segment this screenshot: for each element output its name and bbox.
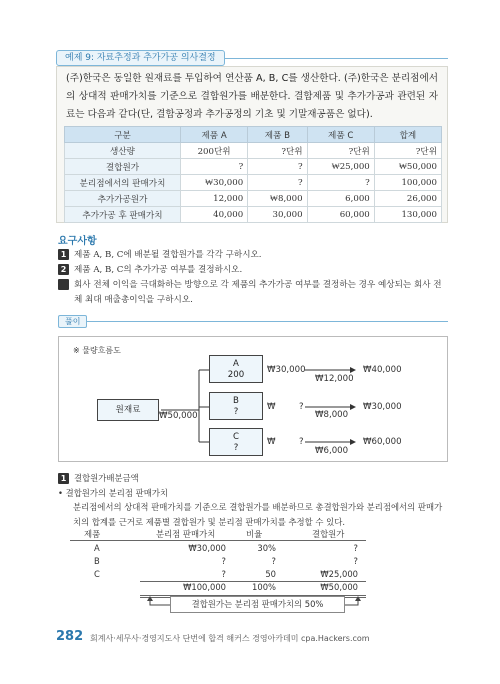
table-cell: ?: [248, 175, 307, 191]
solution-rule: [58, 321, 448, 322]
requirements-title: 요구사항: [58, 236, 97, 247]
table-cell: 30,000: [248, 207, 307, 223]
allocation-cell: ₩25,000: [320, 569, 358, 579]
table-header: 제품 B: [248, 127, 307, 143]
product-a-qty: 200: [227, 370, 245, 380]
solution-tab: 풀이: [58, 315, 87, 328]
table-header: 제품 A: [181, 127, 248, 143]
allocation-cell: C: [94, 569, 100, 579]
allocation-total-cell: ₩50,000: [320, 582, 358, 592]
allocation-header: 비율: [246, 529, 263, 539]
table-header-row: [65, 127, 442, 143]
flow-title: ※ 물량흐름도: [73, 346, 121, 355]
table-row: [65, 207, 442, 223]
table-cell: ?단위: [307, 143, 374, 159]
split-value-b: ₩: [267, 402, 276, 412]
raw-cost-label: ₩50,000: [159, 411, 198, 421]
final-value-b: ₩30,000: [363, 402, 402, 412]
row-label: 결합원가: [65, 159, 181, 175]
flow-diagram: [58, 336, 448, 462]
table-cell: ₩8,000: [248, 191, 307, 207]
page-number: 282: [56, 629, 84, 644]
addl-cost-c: ₩6,000: [315, 446, 349, 456]
allocation-total-row: [70, 582, 370, 595]
table-header: 구분: [65, 127, 181, 143]
row-label: 생산량: [65, 143, 181, 159]
step-number: 1: [58, 473, 69, 484]
split-value-b-unknown: ?: [299, 402, 304, 412]
requirement-number: 3: [58, 279, 69, 290]
step1-subheading: • 결합원가의 분리점 판매가치: [58, 488, 169, 498]
raw-material-box: [97, 399, 159, 421]
step1-paragraph: 분리점에서의 상대적 판매가치를 기준으로 결합원가를 배분하므로 총결합원가와 분리점에서의 판매가치의 합계를 근거로 제품별 결합원가 및 분리점 판매가치를 추정할 수 있다.: [73, 502, 443, 527]
product-b-qty: ?: [233, 407, 239, 417]
requirement-item: [58, 248, 448, 263]
product-a-name: A: [233, 359, 239, 369]
table-cell: 40,000: [181, 207, 248, 223]
split-value-c: ₩: [267, 437, 276, 447]
allocation-cell: 30%: [257, 543, 276, 553]
allocation-total-cell: ₩100,000: [183, 582, 226, 592]
allocation-cell: ?: [353, 556, 358, 566]
allocation-cell: B: [94, 556, 100, 566]
addl-cost-b: ₩8,000: [315, 410, 349, 420]
allocation-header: 분리점 판매가치: [156, 529, 216, 539]
allocation-row: [70, 543, 370, 556]
product-c-name: C: [232, 432, 239, 442]
table-header: 합계: [374, 127, 441, 143]
table-cell: 200단위: [181, 143, 248, 159]
split-value-a: ₩30,000: [267, 365, 306, 375]
final-value-c: ₩60,000: [363, 437, 402, 447]
product-c-box: [209, 428, 263, 456]
raw-material-label: 원재료: [115, 405, 141, 415]
requirement-number: 1: [58, 249, 69, 260]
allocation-cell: ?: [221, 569, 226, 579]
footer-text: 회계사·세무사·경영지도사 단번에 합격 해커스 경영아카데미 cpa.Hackers.com: [90, 634, 370, 643]
table-cell: ?: [181, 159, 248, 175]
allocation-cell: ₩30,000: [188, 543, 226, 553]
requirement-text: 제품 A, B, C에 배분될 결합원가를 각각 구하시오.: [74, 250, 262, 260]
table-cell: 100,000: [374, 175, 441, 191]
product-a-box: [209, 355, 263, 383]
table-row: [65, 175, 442, 191]
table-cell: 60,000: [307, 207, 374, 223]
allocation-note: 결합원가는 분리점 판매가치의 50%: [170, 596, 345, 613]
note-right-bracket: [345, 600, 358, 605]
requirement-text: 제품 A, B, C의 추가가공 여부를 결정하시오.: [74, 265, 243, 275]
example-tag: 예제 9: 자료추정과 추가가공 의사결정: [56, 50, 225, 66]
allocation-header: 결합원가: [312, 529, 345, 539]
table-row: [65, 143, 442, 159]
allocation-header: 제품: [84, 529, 101, 539]
allocation-header-rule: [70, 540, 366, 541]
addl-cost-a: ₩12,000: [315, 374, 354, 384]
requirement-item: [58, 263, 448, 278]
requirement-text: 회사 전체 이익을 극대화하는 방향으로 각 제품의 추가가공 여부를 결정하는 경우 예상되는 회사 전체 최대 매출총이익을 구하시오.: [74, 280, 442, 305]
example-header: [56, 50, 448, 66]
step1-title: 결합원가배분금액: [74, 473, 139, 483]
allocation-cell: 50: [265, 569, 276, 579]
table-cell: 6,000: [307, 191, 374, 207]
data-table: [64, 126, 442, 223]
product-b-box: [209, 392, 263, 420]
allocation-cell: A: [94, 543, 100, 553]
table-cell: ?단위: [374, 143, 441, 159]
split-value-c-unknown: ?: [299, 437, 304, 447]
product-b-name: B: [233, 396, 239, 406]
intro-paragraph: (주)한국은 동일한 원재료를 투입하여 연산품 A, B, C를 생산한다. (주)한국은 분리점에서의 상대적 판매가치를 기준으로 결합원가를 배분한다. 결합제품 및 추가가공과 관련된 자료는 다음과 같다(단, 결합공정과 추가공정의 기초 및 기말재공품은 없다).: [66, 73, 438, 120]
step1-heading: [58, 472, 139, 484]
table-cell: ?: [307, 175, 374, 191]
row-label: 추가가공원가: [65, 191, 181, 207]
allocation-cell: ?: [271, 556, 276, 566]
table-cell: ₩25,000: [307, 159, 374, 175]
table-cell: ?: [248, 159, 307, 175]
row-label: 분리점에서의 판매가치: [65, 175, 181, 191]
allocation-row: [70, 556, 370, 569]
table-row: [65, 191, 442, 207]
row-label: 추가가공 후 판매가치: [65, 207, 181, 223]
table-header: 제품 C: [307, 127, 374, 143]
product-c-qty: ?: [233, 443, 239, 453]
allocation-cell: ?: [221, 556, 226, 566]
final-value-a: ₩40,000: [363, 365, 402, 375]
table-cell: 130,000: [374, 207, 441, 223]
table-cell: 26,000: [374, 191, 441, 207]
page-footer: [56, 629, 448, 649]
requirement-item: [52, 278, 448, 308]
allocation-cell: ?: [353, 543, 358, 553]
requirement-number: 2: [58, 264, 69, 275]
table-cell: ₩50,000: [374, 159, 441, 175]
table-cell: 12,000: [181, 191, 248, 207]
table-cell: ₩30,000: [181, 175, 248, 191]
allocation-total-cell: 100%: [252, 582, 276, 592]
table-row: [65, 159, 442, 175]
table-cell: ?단위: [248, 143, 307, 159]
note-left-bracket: [150, 600, 170, 605]
